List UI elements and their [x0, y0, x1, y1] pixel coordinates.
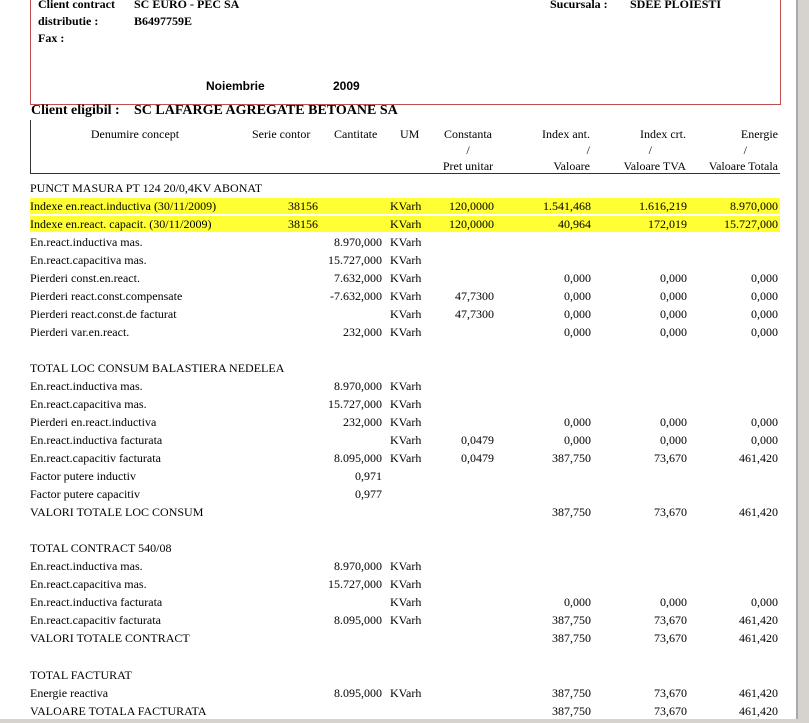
cell-valoare-totala: 0,000 — [751, 325, 778, 339]
col-header-serie: Serie contor — [252, 127, 311, 141]
cell-concept: Factor putere inductiv — [30, 469, 136, 483]
cell-valoare-totala: 461,420 — [739, 704, 778, 718]
header-left-rule — [30, 120, 31, 174]
col-header-valoare-tva: Valoare TVA — [623, 159, 686, 173]
client-eligibil-label: Client eligibil : — [31, 103, 120, 118]
cell-valoare: 0,000 — [564, 433, 591, 447]
cell-um: KVarh — [390, 199, 422, 213]
cell-um: KVarh — [390, 595, 422, 609]
cell-valoare-tva: 73,670 — [654, 704, 687, 718]
col-header-energie: Energie — [740, 127, 778, 141]
cell-valoare-totala: 0,000 — [751, 289, 778, 303]
cell-cantitate: 8.095,000 — [334, 613, 382, 627]
cell-um: KVarh — [390, 271, 422, 285]
cell-serie: 38156 — [288, 217, 318, 231]
col-header-cantitate: Cantitate — [334, 127, 378, 141]
cell-cantitate: 232,000 — [343, 325, 382, 339]
col-header-pret-unitar: Pret unitar — [442, 159, 494, 173]
cell-valoare: 0,000 — [564, 595, 591, 609]
cell-valoare: 1.541,468 — [543, 199, 591, 213]
sucursala-value: SDEE PLOIESTI — [630, 0, 722, 11]
cell-um: KVarh — [390, 613, 422, 627]
cell-concept: Pierderi react.const.de facturat — [30, 307, 177, 321]
client-contract-value: SC EURO - PEC SA — [134, 0, 240, 11]
cell-cantitate: 0,977 — [355, 487, 382, 501]
cell-cantitate: 7.632,000 — [334, 271, 382, 285]
cell-concept: En.react.capacitiva mas. — [30, 253, 147, 267]
cell-concept: TOTAL CONTRACT 540/08 — [30, 541, 172, 555]
cell-concept: PUNCT MASURA PT 124 20/0,4KV ABONAT — [30, 181, 263, 195]
cell-um: KVarh — [390, 433, 422, 447]
cell-um: KVarh — [390, 235, 422, 249]
cell-um: KVarh — [390, 577, 422, 591]
cell-valoare-totala: 15.727,000 — [724, 217, 778, 231]
cell-um: KVarh — [390, 289, 422, 303]
cell-valoare-totala: 461,420 — [739, 613, 778, 627]
cell-valoare-tva: 73,670 — [654, 505, 687, 519]
col-header-valoare-totala: Valoare Totala — [708, 159, 778, 173]
cell-valoare-totala: 461,420 — [739, 505, 778, 519]
cell-valoare-totala: 461,420 — [739, 686, 778, 700]
cell-valoare-tva: 73,670 — [654, 613, 687, 627]
cell-valoare: 0,000 — [564, 271, 591, 285]
cell-concept: En.react.inductiva mas. — [30, 379, 143, 393]
cell-concept: En.react.capacitiv facturata — [30, 613, 161, 627]
cell-constanta: 47,7300 — [455, 289, 494, 303]
cell-valoare-tva: 172,019 — [648, 217, 687, 231]
cell-constanta: 0,0479 — [461, 433, 494, 447]
cell-constanta: 120,0000 — [449, 199, 494, 213]
col-header-index-crt-sep: / — [648, 143, 652, 157]
viewer-bottom-edge — [0, 719, 809, 723]
col-header-constanta: Constanta — [444, 127, 492, 141]
cell-cantitate: 8.095,000 — [334, 451, 382, 465]
cell-um: KVarh — [390, 451, 422, 465]
cell-valoare: 0,000 — [564, 307, 591, 321]
cell-concept: Factor putere capacitiv — [30, 487, 140, 501]
cell-valoare: 387,750 — [552, 451, 591, 465]
cell-valoare: 387,750 — [552, 704, 591, 718]
cell-valoare-totala: 8.970,000 — [730, 199, 778, 213]
cell-cantitate: 8.970,000 — [334, 235, 382, 249]
cell-cantitate: 15.727,000 — [328, 577, 382, 591]
cell-valoare-tva: 73,670 — [654, 451, 687, 465]
col-header-index-ant-sep: / — [586, 143, 590, 157]
cell-concept: TOTAL LOC CONSUM BALASTIERA NEDELEA — [30, 361, 285, 375]
header-bottom-rule — [30, 173, 780, 174]
cell-concept: Energie reactiva — [30, 686, 109, 700]
col-header-energie-sep: / — [743, 143, 747, 157]
sucursala-label: Sucursala : — [550, 0, 608, 11]
cell-valoare-tva: 0,000 — [660, 595, 687, 609]
cell-constanta: 120,0000 — [449, 217, 494, 231]
cell-concept: Indexe en.react.inductiva (30/11/2009) — [30, 199, 217, 213]
cell-valoare-totala: 0,000 — [751, 433, 778, 447]
cell-um: KVarh — [390, 325, 422, 339]
cell-um: KVarh — [390, 217, 422, 231]
cell-constanta: 47,7300 — [455, 307, 494, 321]
cell-valoare-totala: 0,000 — [751, 307, 778, 321]
period-month: Noiembrie — [206, 79, 265, 93]
col-header-um: UM — [400, 127, 420, 141]
cell-cantitate: 15.727,000 — [328, 253, 382, 267]
distributie-label: distributie : — [38, 14, 99, 28]
cell-valoare-tva: 0,000 — [660, 433, 687, 447]
cell-concept: Pierderi var.en.react. — [30, 325, 130, 339]
cell-valoare: 0,000 — [564, 289, 591, 303]
viewer-scroll-gutter — [798, 0, 809, 723]
cell-valoare-tva: 73,670 — [654, 686, 687, 700]
cell-valoare-tva: 0,000 — [660, 271, 687, 285]
distributie-value: B6497759E — [134, 14, 193, 28]
cell-valoare-tva: 0,000 — [660, 307, 687, 321]
cell-um: KVarh — [390, 397, 422, 411]
cell-um: KVarh — [390, 307, 422, 321]
cell-serie: 38156 — [288, 199, 318, 213]
cell-constanta: 0,0479 — [461, 451, 494, 465]
cell-concept: Indexe en.react. capacit. (30/11/2009) — [30, 217, 212, 231]
cell-concept: Pierderi const.en.react. — [30, 271, 140, 285]
cell-valoare-totala: 0,000 — [751, 595, 778, 609]
cell-concept: En.react.inductiva mas. — [30, 559, 143, 573]
cell-cantitate: 0,971 — [355, 469, 382, 483]
col-header-constanta-sep: / — [466, 143, 470, 157]
cell-valoare: 40,964 — [558, 217, 591, 231]
cell-um: KVarh — [390, 415, 422, 429]
fax-label: Fax : — [38, 31, 65, 45]
col-header-valoare: Valoare — [553, 159, 590, 173]
cell-concept: En.react.capacitiva mas. — [30, 577, 147, 591]
cell-concept: En.react.capacitiva mas. — [30, 397, 147, 411]
cell-cantitate: 8.095,000 — [334, 686, 382, 700]
cell-valoare-totala: 461,420 — [739, 631, 778, 645]
cell-concept: Pierderi en.react.inductiva — [30, 415, 157, 429]
cell-valoare: 387,750 — [552, 686, 591, 700]
cell-valoare-totala: 461,420 — [739, 451, 778, 465]
cell-concept: VALORI TOTALE LOC CONSUM — [30, 505, 204, 519]
cell-concept: En.react.inductiva facturata — [30, 595, 163, 609]
client-contract-label: Client contract — [38, 0, 115, 11]
cell-valoare-totala: 0,000 — [751, 271, 778, 285]
cell-cantitate: 8.970,000 — [334, 379, 382, 393]
cell-valoare-tva: 0,000 — [660, 325, 687, 339]
cell-valoare: 0,000 — [564, 415, 591, 429]
cell-um: KVarh — [390, 559, 422, 573]
cell-valoare: 387,750 — [552, 631, 591, 645]
cell-valoare-totala: 0,000 — [751, 415, 778, 429]
cell-cantitate: 8.970,000 — [334, 559, 382, 573]
cell-concept: VALORI TOTALE CONTRACT — [30, 631, 190, 645]
cell-concept: En.react.capacitiv facturata — [30, 451, 161, 465]
cell-concept: Pierderi react.const.compensate — [30, 289, 183, 303]
cell-concept: En.react.inductiva mas. — [30, 235, 143, 249]
cell-concept: VALOARE TOTALA FACTURATA — [30, 704, 207, 718]
cell-cantitate: 232,000 — [343, 415, 382, 429]
col-header-index-crt: Index crt. — [640, 127, 686, 141]
cell-valoare-tva: 73,670 — [654, 631, 687, 645]
cell-um: KVarh — [390, 253, 422, 267]
client-eligibil-value: SC LAFARGE AGREGATE BETOANE SA — [134, 103, 398, 118]
cell-valoare-tva: 0,000 — [660, 289, 687, 303]
cell-cantitate: 15.727,000 — [328, 397, 382, 411]
cell-valoare-tva: 1.616,219 — [639, 199, 687, 213]
cell-um: KVarh — [390, 686, 422, 700]
cell-cantitate: -7.632,000 — [330, 289, 382, 303]
col-header-denumire: Denumire concept — [90, 127, 180, 141]
cell-valoare-tva: 0,000 — [660, 415, 687, 429]
period-year: 2009 — [333, 79, 360, 93]
cell-valoare: 387,750 — [552, 613, 591, 627]
col-header-index-ant: Index ant. — [542, 127, 590, 141]
cell-um: KVarh — [390, 379, 422, 393]
cell-concept: TOTAL FACTURAT — [30, 668, 132, 682]
cell-valoare: 387,750 — [552, 505, 591, 519]
cell-concept: En.react.inductiva facturata — [30, 433, 163, 447]
cell-valoare: 0,000 — [564, 325, 591, 339]
